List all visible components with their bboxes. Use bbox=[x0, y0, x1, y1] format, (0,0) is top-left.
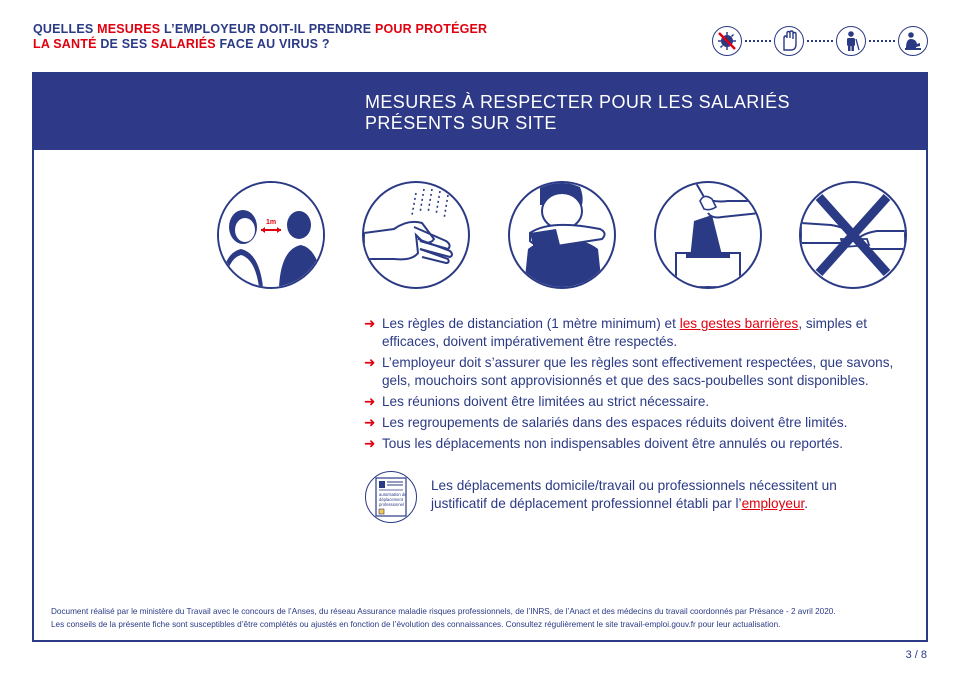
section-banner bbox=[34, 74, 926, 150]
title-part: QUELLES bbox=[33, 22, 98, 36]
handwashing-illustration-icon bbox=[362, 181, 470, 289]
note-text-part: Les déplacements domicile/travail ou professionnels nécessitent un justificatif de déplacement professionnel établi par l’ bbox=[431, 478, 837, 511]
arrow-right-icon: ➜ bbox=[364, 355, 376, 370]
note-text-part: . bbox=[804, 496, 809, 511]
footer-notes bbox=[51, 606, 921, 631]
list-item bbox=[364, 354, 924, 390]
svg-text:autorisation de: autorisation de bbox=[379, 492, 407, 497]
title-part: DE SES bbox=[96, 37, 152, 51]
content-card bbox=[32, 72, 928, 642]
list-item bbox=[364, 315, 924, 351]
list-item bbox=[364, 393, 924, 411]
no-handshake-illustration-icon bbox=[799, 181, 907, 289]
section-title bbox=[365, 92, 790, 134]
cough-elbow-illustration-icon bbox=[508, 181, 616, 289]
gestes-barrieres-link[interactable]: les gestes barrières bbox=[679, 316, 799, 331]
section-title-line: MESURES À RESPECTER POUR LES SALARIÉS bbox=[365, 92, 790, 112]
distance-label: 1m bbox=[266, 219, 277, 226]
worker-icon bbox=[836, 26, 866, 56]
employeur-link[interactable]: employeur bbox=[741, 496, 805, 511]
bullet-text: Les réunions doivent être limitées au strict nécessaire. bbox=[382, 394, 710, 409]
hand-stop-icon bbox=[774, 26, 804, 56]
title-part: L’EMPLOYEUR DOIT-IL PRENDRE bbox=[160, 22, 375, 36]
title-part: POUR PROTÉGER bbox=[374, 22, 488, 36]
no-virus-icon bbox=[712, 26, 742, 56]
list-item bbox=[364, 435, 924, 453]
bullet-text: , simples et efficaces, doivent impérativement être respectés. bbox=[382, 316, 868, 349]
page-number: 3 / 8 bbox=[905, 649, 927, 661]
section-title-line: PRÉSENTS SUR SITE bbox=[365, 113, 557, 133]
bullet-text: Les règles de distanciation (1 mètre minimum) et bbox=[382, 316, 680, 331]
tissue-bin-illustration-icon bbox=[654, 181, 762, 289]
distancing-illustration-icon bbox=[217, 181, 325, 289]
footer-line: Document réalisé par le ministère du Travail avec le concours de l’Anses, du réseau Assurance maladie risques professionnels, de l’INRS, de l’Anact et des médecins du travail coordonnés par Présance - 2 avril 2020. bbox=[51, 607, 836, 616]
footer-line: Les conseils de la présente fiche sont susceptibles d’être complétés ou ajustés en fonction de l’évolution des connaissances. Consultez régulièrement le site travail-emploi.gouv.fr pour leur actualisation. bbox=[51, 619, 781, 629]
progress-dots bbox=[807, 40, 833, 42]
arrow-right-icon: ➜ bbox=[364, 394, 376, 409]
bullet-text: Tous les déplacements non indispensables doivent être annulés ou reportés. bbox=[382, 436, 843, 451]
step-progress bbox=[712, 24, 928, 58]
title-part: FACE AU VIRUS ? bbox=[215, 37, 330, 51]
arrow-right-icon: ➜ bbox=[364, 436, 376, 451]
progress-dots bbox=[869, 40, 895, 42]
title-part: LA SANTÉ bbox=[33, 37, 97, 51]
header-title bbox=[33, 22, 487, 52]
bullet-text: Les regroupements de salariés dans des espaces réduits doivent être limités. bbox=[382, 415, 848, 430]
title-part: MESURES bbox=[97, 22, 161, 36]
progress-dots bbox=[745, 40, 771, 42]
arrow-right-icon: ➜ bbox=[364, 415, 376, 430]
list-item bbox=[364, 414, 924, 432]
title-part: SALARIÉS bbox=[151, 37, 216, 51]
travel-authorization-icon bbox=[365, 471, 417, 523]
svg-text:déplacement: déplacement bbox=[379, 497, 403, 502]
bullet-text: L’employeur doit s’assurer que les règles sont effectivement respectées, que savons, gels, mouchoirs sont approvisionnés et que des sacs-poubelles sont disponibles. bbox=[382, 355, 894, 388]
cleaning-icon bbox=[898, 26, 928, 56]
measures-list bbox=[364, 315, 924, 456]
arrow-right-icon: ➜ bbox=[364, 316, 376, 331]
svg-text:professionnel: professionnel bbox=[379, 502, 404, 507]
note-text bbox=[431, 477, 891, 513]
